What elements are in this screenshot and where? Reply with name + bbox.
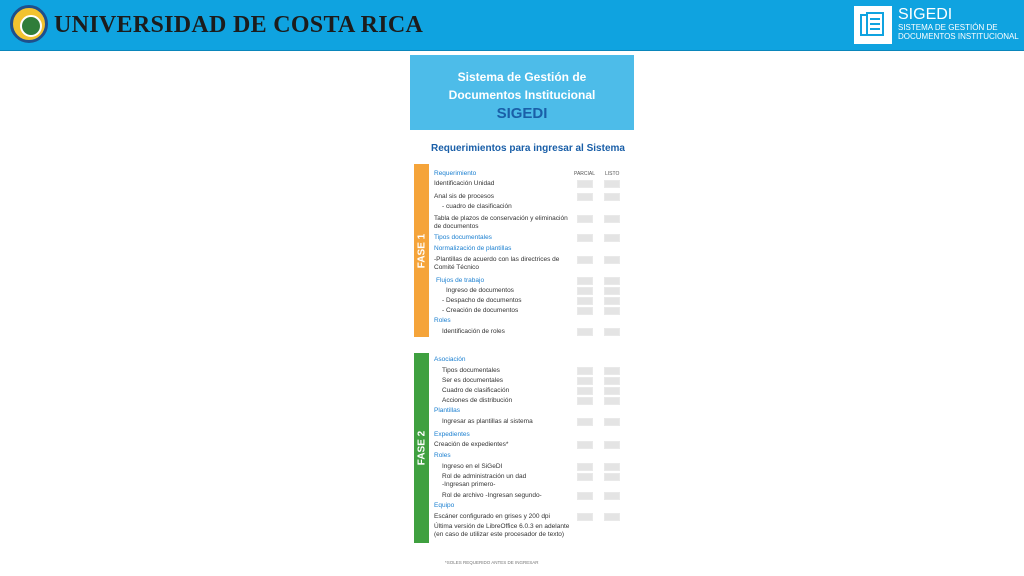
- partial-checkbox[interactable]: [577, 367, 593, 375]
- requirement-item: (en caso de utilizar este procesador de texto): [434, 531, 565, 538]
- phase-2-label: FASE 2: [416, 430, 427, 466]
- partial-checkbox[interactable]: [577, 441, 593, 449]
- sigedi-logo-icon: [854, 6, 892, 44]
- section-heading: Roles: [434, 317, 451, 324]
- partial-checkbox[interactable]: [577, 256, 593, 264]
- university-name: UNIVERSIDAD DE COSTA RICA: [54, 12, 424, 38]
- done-checkbox[interactable]: [604, 193, 620, 201]
- brand-subtitle-1: SISTEMA DE GESTIÓN DE: [898, 23, 998, 32]
- section-heading: Flujos de trabajo: [436, 277, 485, 284]
- phase-1-bar: [414, 164, 429, 337]
- done-checkbox[interactable]: [604, 397, 620, 405]
- university-seal-icon: [10, 5, 48, 43]
- phase-2-bar: [414, 353, 429, 543]
- partial-checkbox[interactable]: [577, 463, 593, 471]
- requirement-item: Rol de administración un dad: [442, 473, 527, 480]
- requirement-item: Ingreso en el SiGeDI: [442, 463, 503, 470]
- section-heading: Roles: [434, 452, 451, 459]
- partial-checkbox[interactable]: [577, 277, 593, 285]
- partial-checkbox[interactable]: [577, 297, 593, 305]
- done-checkbox[interactable]: [604, 234, 620, 242]
- requirement-item: Tipos documentales: [442, 367, 500, 374]
- requirement-item: Acciones de distribución: [442, 397, 513, 404]
- partial-checkbox[interactable]: [577, 473, 593, 481]
- done-checkbox[interactable]: [604, 387, 620, 395]
- requirement-item: de documentos: [434, 223, 479, 230]
- partial-checkbox[interactable]: [577, 193, 593, 201]
- partial-checkbox[interactable]: [577, 397, 593, 405]
- partial-checkbox[interactable]: [577, 418, 593, 426]
- requirement-item: Ser es documentales: [442, 377, 504, 384]
- done-checkbox[interactable]: [604, 256, 620, 264]
- partial-checkbox[interactable]: [577, 215, 593, 223]
- done-checkbox[interactable]: [604, 463, 620, 471]
- section-heading: Tipos documentales: [434, 234, 492, 241]
- doc-title-line2: Documentos Institucional: [448, 88, 596, 102]
- requirement-item: -Plantillas de acuerdo con las directrices de: [434, 256, 560, 263]
- document-header: [410, 55, 634, 130]
- requirement-item: - Despacho de documentos: [442, 297, 522, 304]
- done-checkbox[interactable]: [604, 307, 620, 315]
- requirement-item: Rol de archivo -Ingresan segundo-: [442, 492, 542, 499]
- done-checkbox[interactable]: [604, 277, 620, 285]
- requirement-item: Creación de expedientes*: [434, 441, 509, 448]
- partial-checkbox[interactable]: [577, 492, 593, 500]
- partial-checkbox[interactable]: [577, 307, 593, 315]
- partial-checkbox[interactable]: [577, 387, 593, 395]
- column-partial: PARCIAL: [574, 171, 596, 177]
- done-checkbox[interactable]: [604, 513, 620, 521]
- done-checkbox[interactable]: [604, 297, 620, 305]
- done-checkbox[interactable]: [604, 328, 620, 336]
- done-checkbox[interactable]: [604, 377, 620, 385]
- requirements-title: Requerimientos para ingresar al Sistema: [431, 143, 625, 154]
- footnote: *SOLES REQUERIDO ANTES DE INGRESAR: [445, 560, 539, 565]
- requirement-item: - Creación de documentos: [442, 307, 519, 314]
- requirement-item: - cuadro de clasificación: [442, 203, 512, 210]
- doc-acronym: SIGEDI: [496, 105, 548, 122]
- requirement-item: Ingreso de documentos: [446, 287, 514, 294]
- requirement-item: Última versión de LibreOffice 6.0.3 en adelante: [434, 523, 570, 530]
- done-checkbox[interactable]: [604, 418, 620, 426]
- section-heading: Normalización de plantillas: [434, 245, 512, 252]
- partial-checkbox[interactable]: [577, 287, 593, 295]
- section-heading: Equipo: [434, 502, 455, 509]
- partial-checkbox[interactable]: [577, 180, 593, 188]
- phase-1-label: FASE 1: [416, 233, 427, 268]
- sigedi-brand: [898, 6, 1019, 41]
- brand-subtitle-2: DOCUMENTOS INSTITUCIONAL: [898, 32, 1019, 41]
- column-done: LISTO: [605, 171, 620, 177]
- requirement-item: Cuadro de clasificación: [442, 387, 510, 394]
- partial-checkbox[interactable]: [577, 513, 593, 521]
- section-heading: Expedientes: [434, 431, 470, 438]
- requirement-item: Escáner configurado en grises y 200 dpi: [434, 513, 550, 520]
- partial-checkbox[interactable]: [577, 377, 593, 385]
- header-bar: [0, 0, 1024, 51]
- done-checkbox[interactable]: [604, 180, 620, 188]
- requirement-item: Ingresar as plantillas al sistema: [442, 418, 533, 425]
- section-heading: Asociación: [434, 356, 466, 363]
- done-checkbox[interactable]: [604, 441, 620, 449]
- requirement-item: Identificación Unidad: [434, 180, 495, 187]
- done-checkbox[interactable]: [604, 492, 620, 500]
- requirement-item: Tabla de plazos de conservación y eliminación: [434, 215, 568, 222]
- done-checkbox[interactable]: [604, 473, 620, 481]
- doc-title-line1: Sistema de Gestión de: [457, 70, 587, 84]
- requirement-item: -Ingresan primero-: [442, 481, 496, 488]
- partial-checkbox[interactable]: [577, 328, 593, 336]
- requirement-item: Anal sis de procesos: [434, 193, 494, 200]
- requirement-item: Identificación de roles: [442, 328, 505, 335]
- section-heading: Plantillas: [434, 407, 461, 414]
- done-checkbox[interactable]: [604, 215, 620, 223]
- done-checkbox[interactable]: [604, 367, 620, 375]
- partial-checkbox[interactable]: [577, 234, 593, 242]
- brand-title: SIGEDI: [898, 6, 953, 23]
- done-checkbox[interactable]: [604, 287, 620, 295]
- section-heading: Requerimiento: [434, 170, 477, 177]
- requirement-item: Comité Técnico: [434, 264, 480, 271]
